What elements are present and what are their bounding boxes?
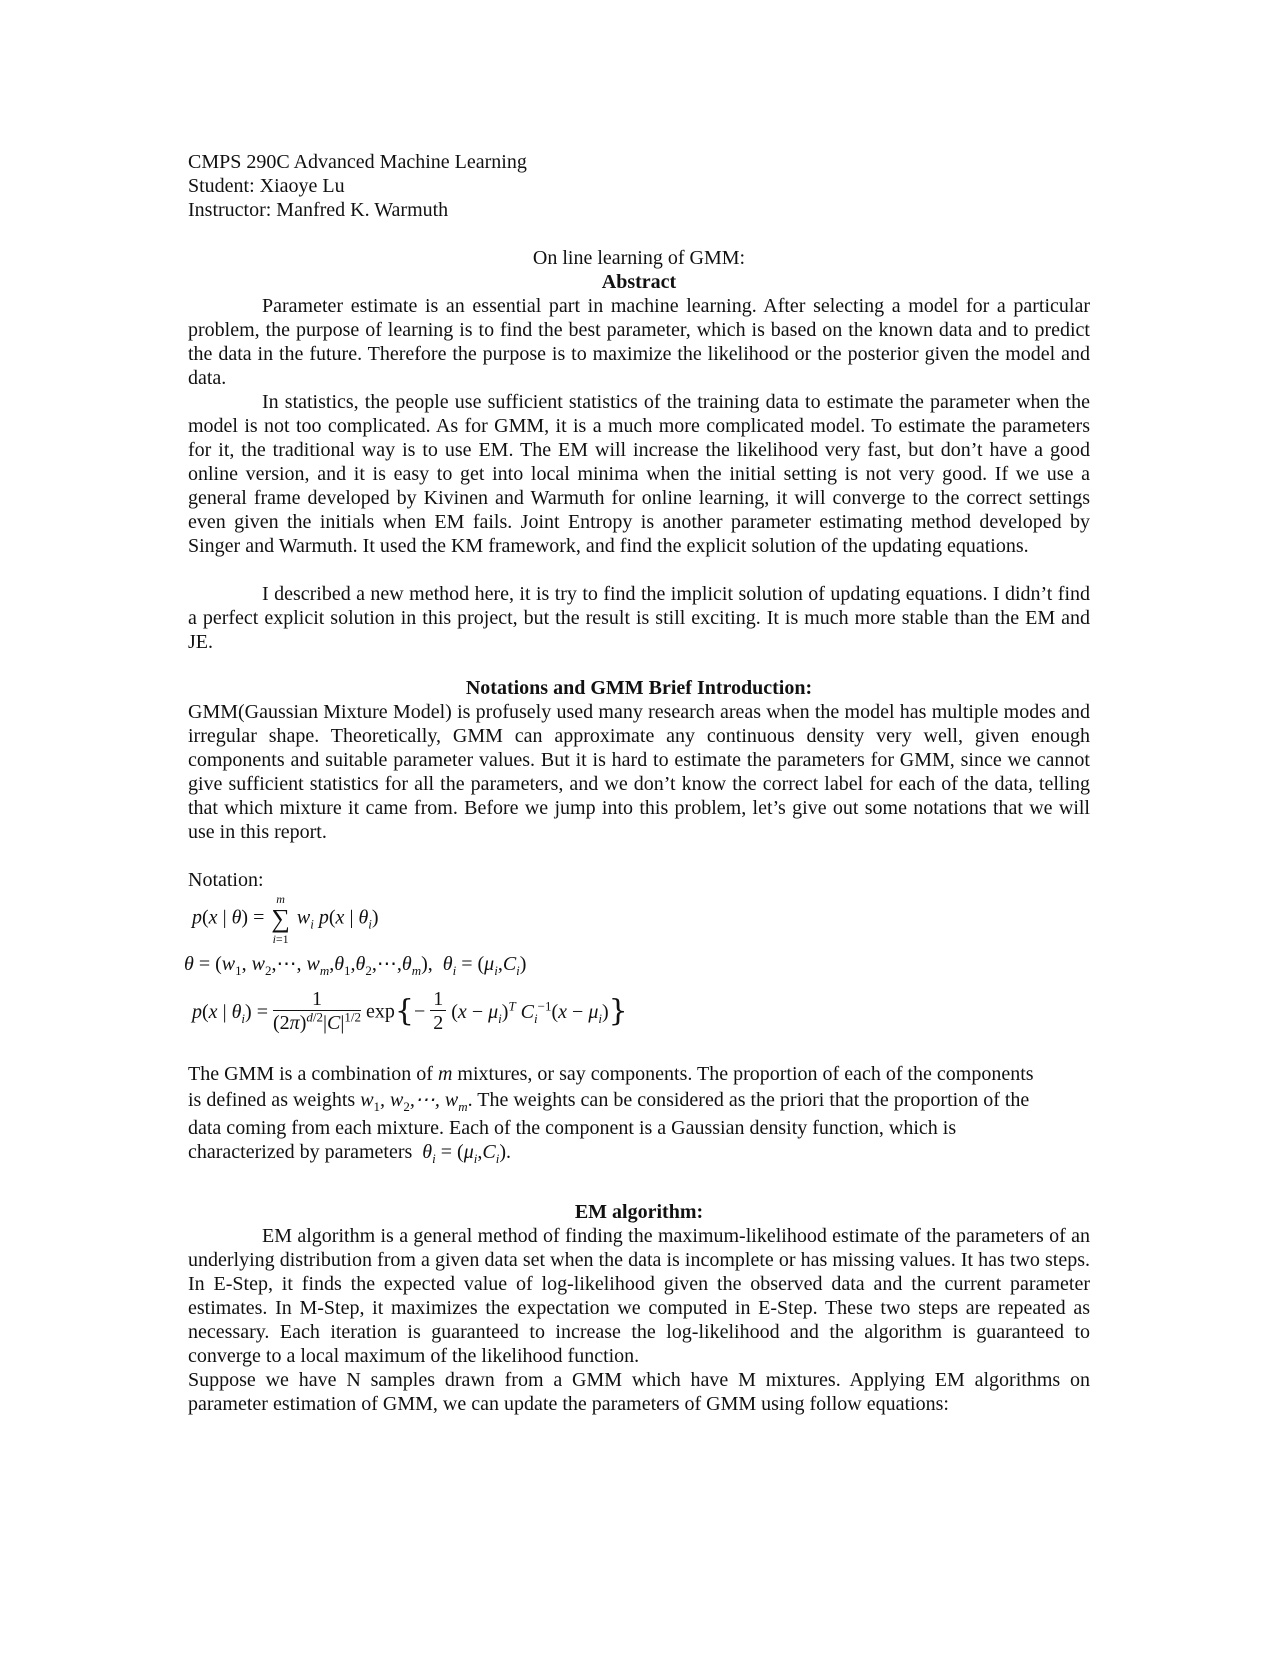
student-line: Student: Xiaoye Lu (188, 175, 345, 197)
em-heading: EM algorithm: (574, 1201, 704, 1223)
course-line: CMPS 290C Advanced Machine Learning (188, 151, 527, 173)
gmm-description-line-2: is defined as weights $w_1$, $w_2,\cdots$, $w_m$. The weights can be considered as the priori that the proportion of the (188, 1089, 1030, 1114)
notation-label: Notation: (188, 869, 264, 891)
equation-mixture-density: p(x | θ) = m ∑ i=1 $w_i$ p(x | $\theta_i$) (192, 892, 379, 946)
instructor-line: Instructor: Manfred K. Warmuth (188, 199, 449, 221)
theta-formula: $\theta_i = (\mu_i,C_i)$ (417, 1141, 507, 1166)
paper-title: On line learning of GMM: (532, 247, 746, 269)
abstract-paragraph-3: I described a new method here, it is try to find the implicit solution of updating equations. I didn’t find a perfect explicit solution in this project, but the result is still exciting. It is much more stable than the EM and JE. (188, 583, 1090, 653)
weights-formula: $w_1$, $w_2,\cdots$, $w_m$ (360, 1089, 468, 1114)
em-paragraph-2: Suppose we have N samples drawn from a GMM which have M mixtures. Applying EM algorithms on parameter estimation of GMM, we can update the parameters of GMM using follow equations: (188, 1369, 1090, 1415)
gmm-description-line-4: characterized by parameters $\theta_i = (\mu_i,C_i)$. (188, 1141, 512, 1166)
report-header (188, 150, 788, 222)
equation-gaussian-component: p(x | $\theta_i$) = $\frac{1}{(2\pi)^{d/2}|C|^{1/2}}$ exp{− $\frac{1}{2}$ $(x - \mu_i)^T$ $C_i^{-1}(x - \mu_i)$} (192, 988, 628, 1034)
gmm-description-line-3: data coming from each mixture. Each of the component is a Gaussian density function, which is (188, 1117, 957, 1139)
notations-heading: Notations and GMM Brief Introduction: (465, 677, 813, 699)
abstract-paragraph-1: Parameter estimate is an essential part in machine learning. After selecting a model for a particular problem, the purpose of learning is to find the best parameter, which is based on the known data and to predict the data in the future. Therefore the purpose is to maximize the likelihood or the posterior given the model and data. (188, 295, 1090, 389)
abstract-heading: Abstract (601, 271, 677, 293)
equation-parameter-vector: $\theta = (w_1$, $w_2,\cdots$, $w_m,\theta_1,\theta_2,\cdots,\theta_m$), $\theta_i = (\mu_i,C_i)$ (184, 953, 527, 978)
notations-paragraph: GMM(Gaussian Mixture Model) is profusely used many research areas when the model has multiple modes and irregular shape. Theoretically, GMM can approximate any continuous density very well, given enough components and suitable parameter values. But it is hard to estimate the parameters for GMM, since we cannot give sufficient statistics for all the parameters, and we don’t know the correct label for each of the data, telling that which mixture it came from. Before we jump into this problem, let’s give out some notations that we will use in this report. (188, 701, 1090, 843)
abstract-paragraph-2: In statistics, the people use sufficient statistics of the training data to estimate the parameter when the model is not too complicated. As for GMM, it is a much more complicated model. To estimate the parameters for it, the traditional way is to use EM. The EM will increase the likelihood very fast, but don’t have a good online version, and it is easy to get into local minima when the initial setting is not very good. If we use a general frame developed by Kivinen and Warmuth for online learning, it will converge to the correct settings even given the initials when EM fails. Joint Entropy is another parameter estimating method developed by Singer and Warmuth. It used the KM framework, and find the explicit solution of the updating equations. (188, 391, 1090, 557)
gmm-description-line-1: The GMM is a combination of m mixtures, or say components. The proportion of each of the components (188, 1063, 1034, 1085)
em-paragraph-1: EM algorithm is a general method of finding the maximum-likelihood estimate of the parameters of an underlying distribution from a given data set when the data is incomplete or has missing values. It has two steps. In E-Step, it finds the expected value of log-likelihood given the observed data and the current parameter estimates. In M-Step, it maximizes the expectation we computed in E-Step. These two steps are repeated as necessary. Each iteration is guaranteed to increase the log-likelihood and the algorithm is guaranteed to converge to a local maximum of the likelihood function. (188, 1225, 1090, 1367)
